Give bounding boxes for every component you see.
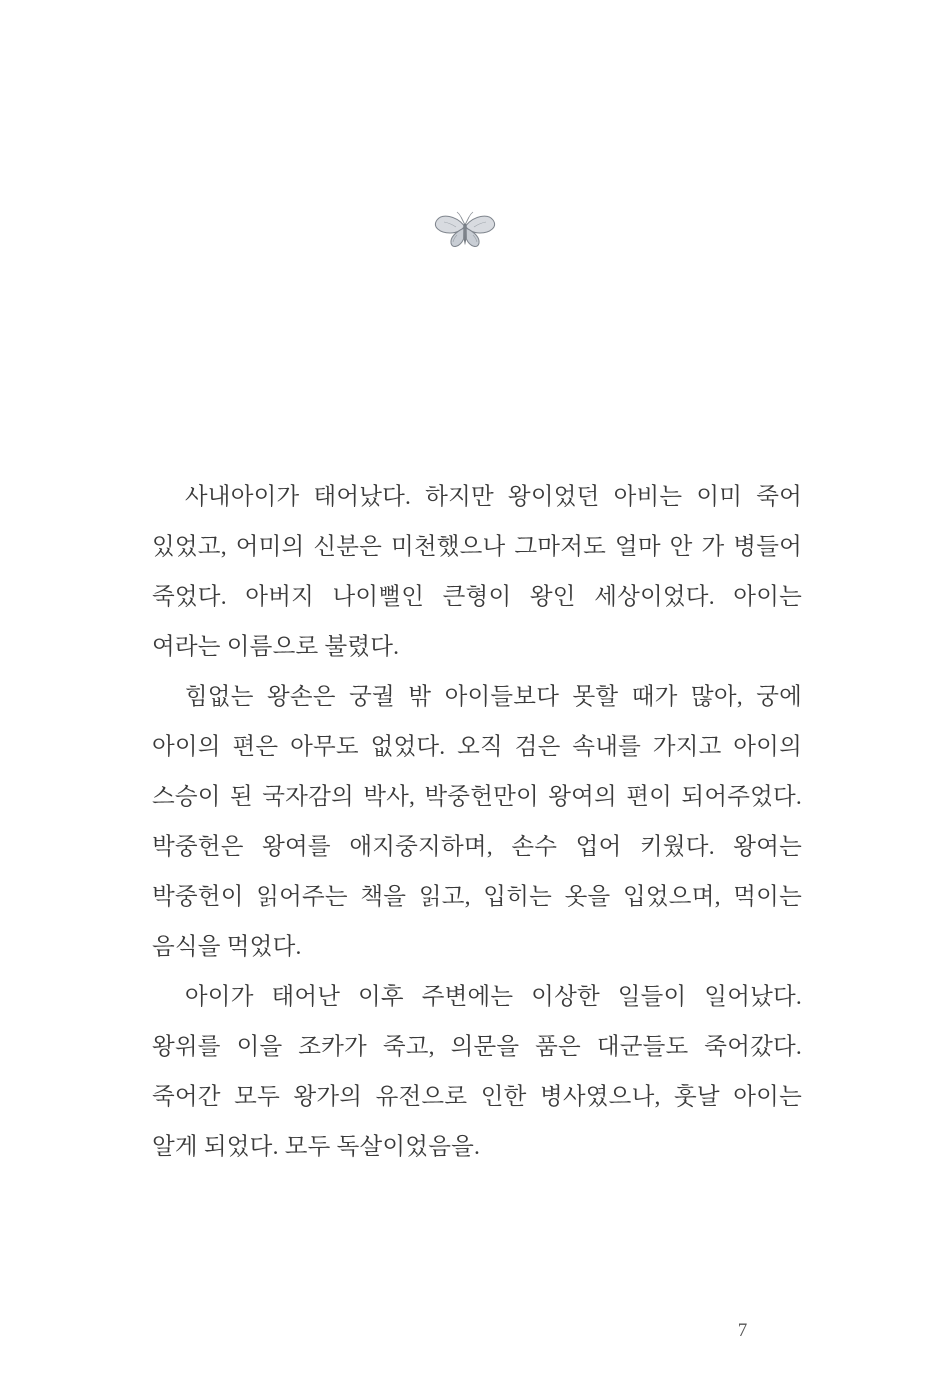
paragraph: 사내아이가 태어났다. 하지만 왕이었던 아비는 이미 죽어 있었고, 어미의 신분은 미천했으나 그마저도 얼마 안 가 병들어 죽었다. 아버지 나이뻘인 큰형이 왕인 세상이었다. 아이는 여라는 이름으로 불렸다. (152, 484, 802, 660)
page-body-text (152, 472, 802, 1172)
page-number-value: 7 (737, 1320, 748, 1341)
paragraph: 아이가 태어난 이후 주변에는 이상한 일들이 일어났다. 왕위를 이을 조카가 죽고, 의문을 품은 대군들도 죽어갔다. 죽어간 모두 왕가의 유전으로 인한 병사였으나, 훗날 아이는 알게 되었다. 모두 독살이었음을. (152, 984, 802, 1160)
paragraph: 힘없는 왕손은 궁궐 밖 아이들보다 못할 때가 많아, 궁에 아이의 편은 아무도 없었다. 오직 검은 속내를 가지고 아이의 스승이 된 국자감의 박사, 박중헌만이 왕여의 편이 되어주었다. 박중헌은 왕여를 애지중지하며, 손수 업어 키웠다. 왕여는 박중헌이 읽어주는 책을 읽고, 입히는 옷을 입었으며, 먹이는 음식을 먹었다. (152, 684, 802, 960)
page-number (0, 1320, 930, 1342)
butterfly-ornament-icon (0, 205, 930, 265)
